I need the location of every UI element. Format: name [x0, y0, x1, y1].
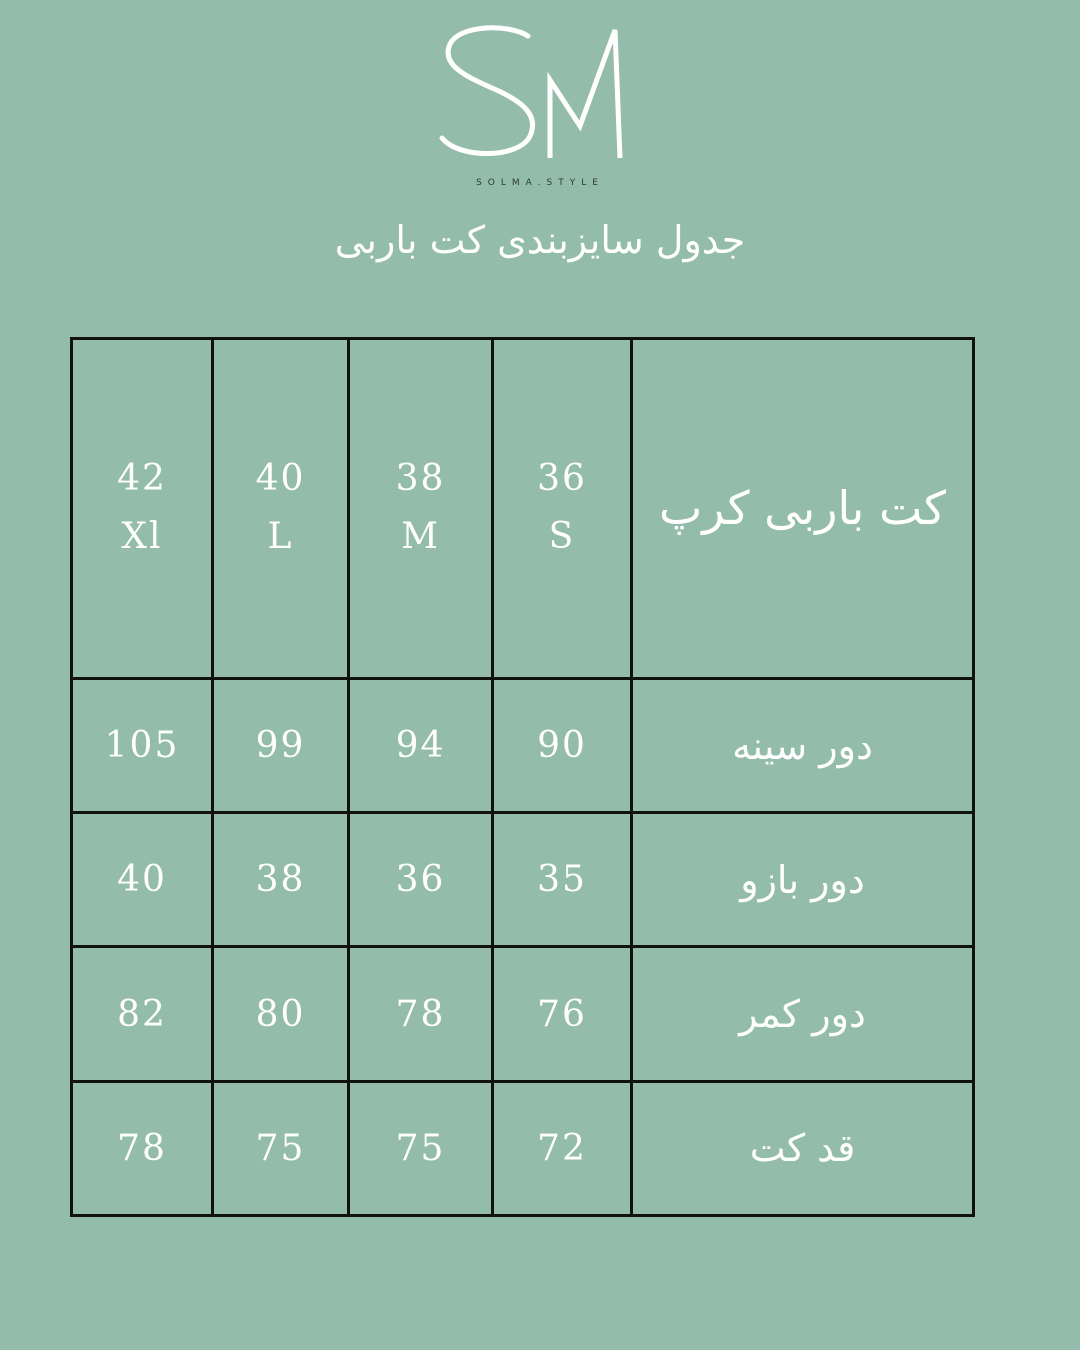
row-label: دور بازو: [740, 857, 865, 902]
row-label-cell: [632, 947, 974, 1081]
measurement-value: 72: [537, 1127, 587, 1169]
measurement-value: 78: [117, 1127, 167, 1169]
measurement-value: 105: [104, 725, 180, 767]
table-row: [72, 678, 974, 812]
table-row: [72, 947, 974, 1081]
size-number: 38: [395, 458, 446, 500]
product-name: کت باربی کرپ: [658, 481, 947, 536]
measurement-value: 76: [537, 993, 587, 1035]
value-cell: [213, 813, 349, 947]
row-label-cell: [632, 1081, 974, 1215]
measurement-value: 75: [395, 1127, 446, 1169]
size-header-cell: [349, 339, 493, 679]
size-chart-table: [70, 337, 975, 1217]
size-number: 40: [255, 458, 306, 500]
size-header-cell: [493, 339, 632, 679]
size-number: 42: [117, 458, 167, 500]
measurement-value: 75: [255, 1127, 306, 1169]
measurement-value: 36: [395, 859, 446, 901]
size-number: 36: [537, 458, 587, 500]
measurement-value: 35: [537, 859, 587, 901]
measurement-value: 90: [537, 725, 587, 767]
value-cell: [72, 813, 213, 947]
value-cell: [493, 813, 632, 947]
row-label: قد کت: [749, 1126, 856, 1171]
size-letter: S: [548, 516, 576, 558]
size-letter: Xl: [121, 516, 163, 558]
logo-caption: SOLMA.STYLE: [476, 178, 604, 188]
value-cell: [349, 947, 493, 1081]
value-cell: [349, 813, 493, 947]
measurement-value: 40: [117, 859, 167, 901]
size-letter: M: [401, 516, 440, 558]
value-cell: [72, 1081, 213, 1215]
value-cell: [213, 678, 349, 812]
value-cell: [72, 947, 213, 1081]
brand-logo: [0, 18, 1080, 193]
row-label: دور کمر: [739, 992, 866, 1037]
value-cell: [493, 947, 632, 1081]
measurement-value: 38: [255, 859, 306, 901]
value-cell: [72, 678, 213, 812]
page-title: جدول سایزبندی کت باربی: [334, 218, 746, 262]
measurement-value: 78: [395, 993, 446, 1035]
size-letter: L: [267, 516, 294, 558]
value-cell: [493, 1081, 632, 1215]
table-row: [72, 813, 974, 947]
size-header-cell: [213, 339, 349, 679]
measurement-value: 94: [395, 725, 446, 767]
size-header-cell: [72, 339, 213, 679]
table-row: [72, 1081, 974, 1215]
measurement-value: 80: [255, 993, 306, 1035]
value-cell: [213, 947, 349, 1081]
value-cell: [349, 1081, 493, 1215]
sm-monogram-logo: [430, 18, 650, 168]
product-name-cell: [632, 339, 974, 679]
value-cell: [213, 1081, 349, 1215]
row-label: دور سینه: [732, 723, 873, 768]
row-label-cell: [632, 813, 974, 947]
table-header-row: [72, 339, 974, 679]
row-label-cell: [632, 678, 974, 812]
value-cell: [349, 678, 493, 812]
measurement-value: 99: [255, 725, 306, 767]
measurement-value: 82: [117, 993, 167, 1035]
value-cell: [493, 678, 632, 812]
